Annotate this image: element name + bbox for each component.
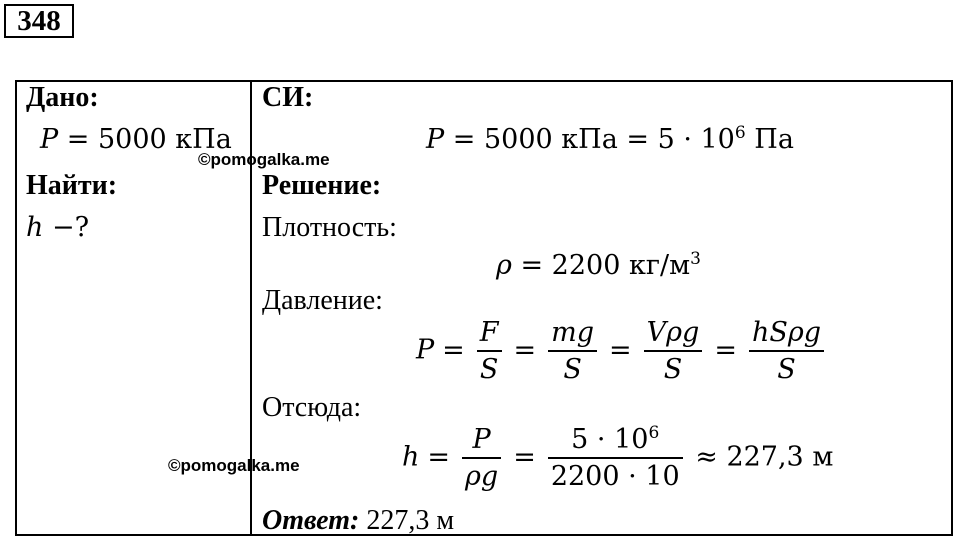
answer-line [262, 505, 454, 537]
hence-label: Отсюда: [262, 392, 362, 423]
fraction-denominator: S [749, 350, 824, 385]
fraction-denominator: S [477, 350, 502, 385]
solution-heading: Решение: [262, 170, 382, 201]
fraction-numerator [548, 424, 683, 457]
fraction-hsrhog-over-s [749, 317, 824, 385]
pressure-label: Давление: [262, 285, 383, 316]
equals-sign: = [513, 334, 537, 366]
si-exponent: 6 [734, 123, 746, 143]
fraction-mg-over-s [548, 317, 597, 385]
problem-number: 348 [4, 4, 74, 38]
fraction-denominator: ρg [462, 457, 501, 492]
given-heading: Дано: [26, 82, 99, 113]
fraction-denominator: S [548, 350, 597, 385]
numerator-exponent: 6 [648, 423, 660, 443]
fraction-numerator: mg [551, 317, 595, 348]
pressure-lhs: P [416, 334, 435, 366]
fraction-p-over-rhog [462, 424, 501, 492]
given-pressure-var: P [40, 124, 59, 155]
density-label: Плотность: [262, 212, 397, 243]
density-var: ρ [496, 250, 512, 281]
si-conversion [426, 124, 794, 155]
equals-sign: = [442, 334, 465, 366]
watermark-bottom: ©pomogalka.me [168, 456, 300, 475]
density-formula [496, 250, 701, 281]
fraction-f-over-s [477, 317, 502, 385]
si-unit: Па [754, 124, 794, 155]
find-unknown-suffix: −? [51, 212, 90, 243]
fraction-numerator: F [479, 317, 499, 348]
equals-sign: = [427, 441, 451, 473]
fraction-vrhog-over-s [644, 317, 703, 385]
find-heading: Найти: [26, 170, 118, 201]
result-lhs: h [402, 441, 420, 473]
equals-sign: = [609, 334, 632, 366]
fraction-numerator: P [472, 424, 491, 455]
equals-sign: = [513, 441, 536, 473]
result-approx: ≈ 227,3 м [695, 441, 834, 473]
si-value: = 5000 кПа = 5 · 10 [452, 124, 735, 155]
answer-value: 227,3 м [366, 505, 455, 536]
density-exponent: 3 [690, 249, 701, 269]
fraction-numerator: Vρg [646, 317, 700, 348]
numerator-base: 5 · 10 [571, 424, 649, 455]
result-formula [402, 424, 833, 492]
fraction-numerator: hSρg [751, 317, 821, 348]
pressure-formula [416, 317, 828, 385]
fraction-numeric [548, 424, 683, 492]
given-pressure-value: = 5000 кПа [66, 124, 232, 155]
si-heading: СИ: [262, 82, 314, 113]
si-var: P [426, 124, 445, 155]
fraction-denominator: S [644, 350, 703, 385]
find-unknown-var: h [26, 212, 44, 243]
fraction-denominator: 2200 · 10 [548, 457, 683, 492]
watermark-top: ©pomogalka.me [198, 150, 330, 169]
find-unknown [26, 212, 89, 243]
equals-sign: = [714, 334, 737, 366]
density-value: = 2200 кг/м [520, 250, 691, 281]
answer-label: Ответ: [262, 505, 360, 536]
